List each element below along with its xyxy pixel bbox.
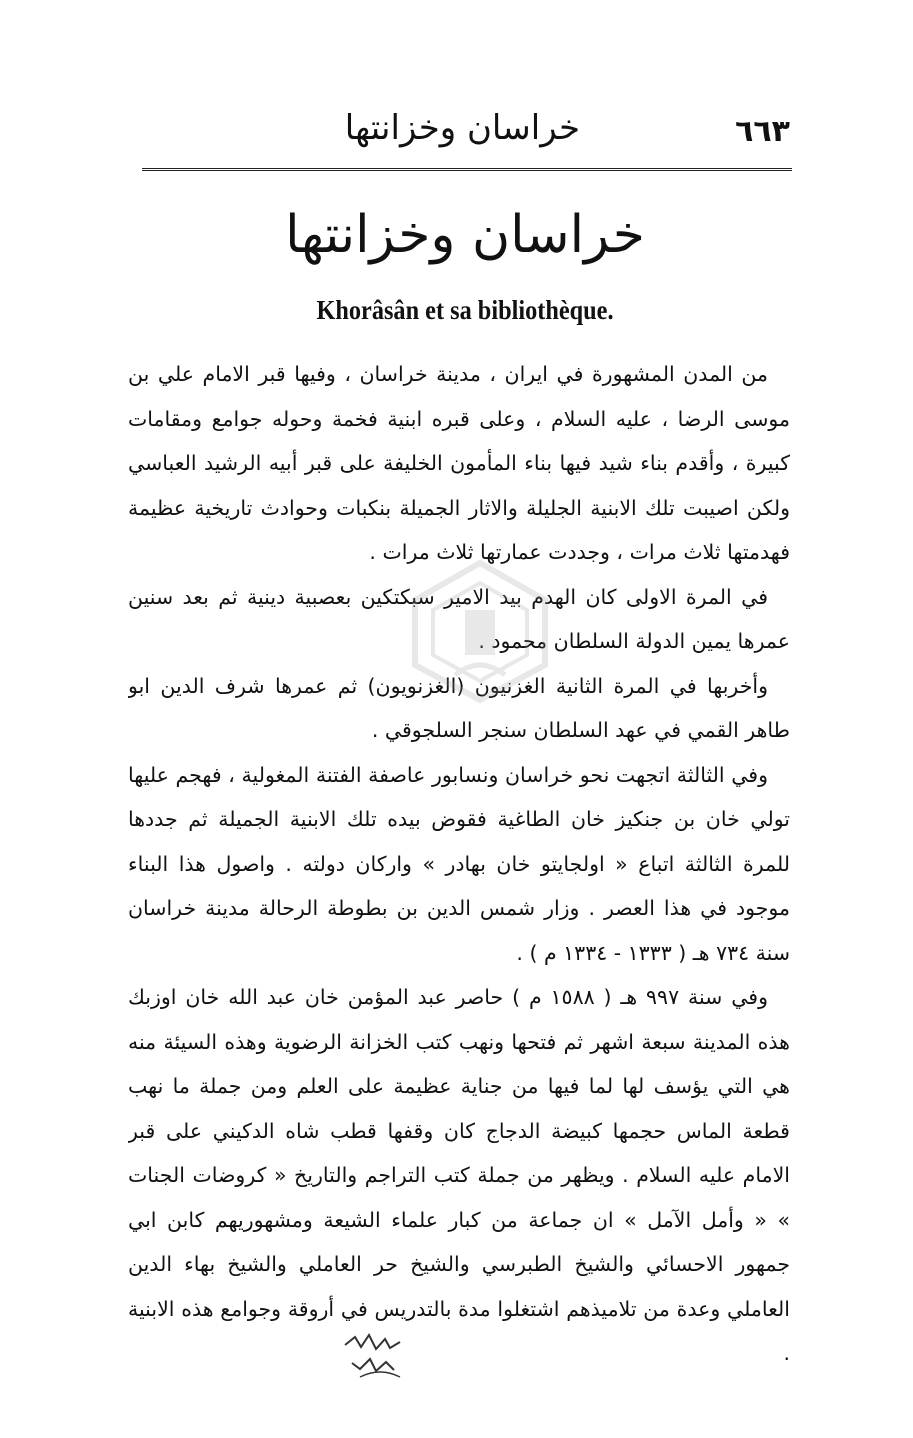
page-number: ٦٦٣ — [735, 114, 790, 149]
paragraph-4: وفي الثالثة اتجهت نحو خراسان ونسابور عاصفة الفتنة المغولية ، فهجم عليها تولي خان بن جنكيز خان الطاغية فقوض بيده تلك الابنية الجميلة ثم جددها للمرة الثالثة اتباع « اولجايتو خان بهادر » واركان دولته . واصول هذا البناء موجود في هذا العصر . وزار شمس الدين بن بطوطة الرحالة مدينة خراسان سنة ٧٣٤ هـ ( ١٣٣٣ - ١٣٣٤ م ) . — [128, 762, 790, 965]
article-title-arabic: خراسان وخزانتها — [285, 205, 645, 265]
paragraph-1: من المدن المشهورة في ايران ، مدينة خراسان ، وفيها قبر الامام علي بن موسى الرضا ، عليه السلام ، وعلى قبره ابنية فخمة وحوله جوامع ومقامات كبيرة ، وأقدم بناء شيد فيها بناء المأمون الخليفة على قبر أبيه الرشيد العباسي ولكن اصيبت تلك الابنية الجليلة والاثار الجميلة بنكبات وحوادث تاريخية عظيمة فهدمتها ثلاث مرات ، وجددت عمارتها ثلاث مرات . — [128, 362, 790, 564]
paragraph-3: وأخربها في المرة الثانية الغزنيون (الغزنويون) ثم عمرها شرف الدين ابو طاهر القمي في عهد السلطان سنجر السلجوقي . — [128, 673, 790, 742]
header-rule — [142, 168, 792, 171]
article-title-french: Khorâsân et sa bibliothèque. — [316, 295, 614, 325]
running-header — [130, 108, 790, 158]
running-title: خراسان وخزانتها — [344, 108, 580, 148]
article-body — [128, 352, 790, 1382]
paragraph-5: وفي سنة ٩٩٧ هـ ( ١٥٨٨ م ) حاصر عبد المؤمن خان عبد الله خان اوزبك هذه المدينة سبعة اشهر ثم فتحها ونهب كتب الخزانة الرضوية وهذه السيئة منه هي التي يؤسف لها لما فيها من جناية عظيمة على العلم ومن جملة ما نهب قطعة الماس حجمها كبيضة الدجاج كان وقفها قطب شاه الدكيني على قبر الامام عليه السلام . ويظهر من جملة كتب التراجم والتاريخ « كروضات الجنات » « وأمل الآمل » ان جماعة من كبار علماء الشيعة ومشهوريهم كابن ابي جمهور الاحسائي والشيخ الطبرسي والشيخ حر العاملي والشيخ بهاء الدين العاملي وعدة من تلاميذهم اشتغلوا مدة بالتدريس في أروقة وجوامع هذه الابنية . — [128, 985, 790, 1365]
paragraph-2: في المرة الاولى كان الهدم بيد الامير سبكتكين بعصبية دينية ثم بعد سنين عمرها يمين الدولة السلطان محمود . — [128, 584, 790, 653]
